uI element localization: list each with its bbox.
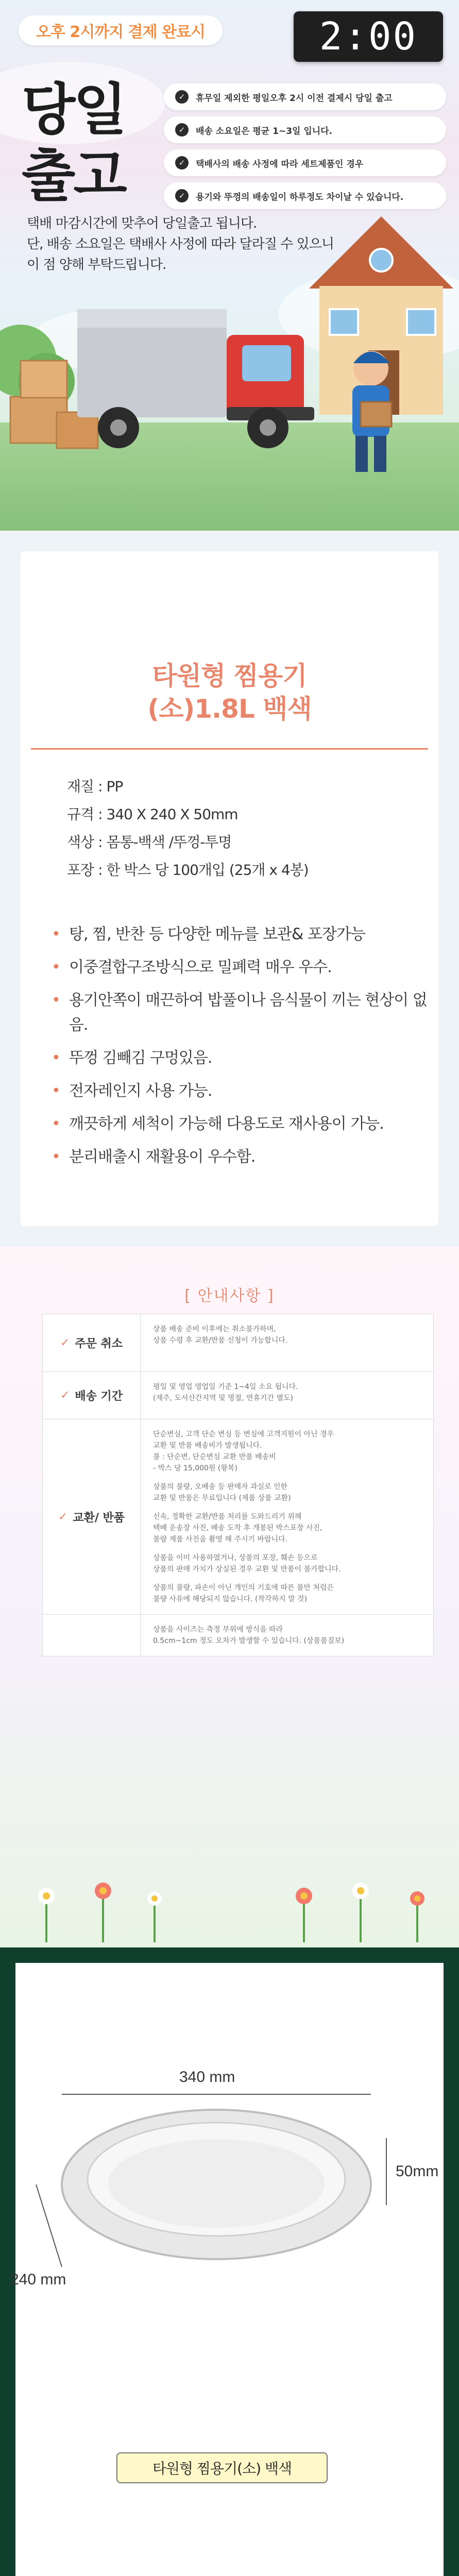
guide-body: 상품을 사이즈는 측정 부위에 방식을 따라 0.5cm~1cm 정도 오차가 발생할 수 있습니다. (상품품질보)	[153, 1625, 345, 1645]
bullet-dot-icon: •	[52, 1082, 60, 1100]
bullet-item: ✓ 용기와 뚜껑의 배송일이 하루정도 차이날 수 있습니다.	[164, 182, 446, 209]
hero-title-line1: 당일	[22, 78, 125, 142]
container-white-image	[15, 1963, 444, 2576]
bullet-dot-icon: •	[52, 1115, 60, 1133]
guide-head	[43, 1615, 141, 1656]
guide-table	[42, 1314, 434, 1656]
flower-icon	[296, 1888, 312, 1942]
title-divider	[31, 748, 428, 750]
bullet-item: ✓ 휴무일 제외한 평일오후 2시 이전 결제시 당일 출고	[164, 83, 446, 110]
spec-row-material: 재질 : PP	[67, 778, 123, 795]
truck-illustration	[77, 309, 314, 448]
bullet-dot-icon: •	[52, 991, 60, 1009]
flower-icon	[95, 1883, 111, 1942]
product-title: 타원형 찜용기 (소)1.8L 백색	[147, 661, 312, 724]
check-icon: ✓	[60, 1336, 70, 1349]
banner-text: 오후 2시까지 결제 완료시	[36, 23, 206, 41]
flower-icon	[147, 1891, 162, 1942]
feature-item: • 탕, 찜, 반찬 등 다양한 메뉴를 보관& 포장가능	[52, 922, 443, 947]
clock-time: 2:00	[319, 14, 418, 59]
feature-item: • 분리배출시 재활용이 우수함.	[52, 1145, 443, 1170]
check-icon: ✓	[175, 189, 189, 202]
guide-body: 상품 배송 준비 이후에는 취소불가하며, 상품 수령 후 교환/반품 신청이 가능합니다.	[153, 1325, 288, 1345]
bullet-dot-icon: •	[52, 1049, 60, 1067]
caption-box: 타원형 찜용기(소) 백색	[116, 2452, 328, 2483]
feature-item: • 이중결합구조방식으로 밀폐력 매우 우수.	[52, 955, 443, 980]
feature-item: • 용기안쪽이 매끈하여 밥풀이나 음식물이 끼는 현상이 없음.	[52, 988, 443, 1038]
bullet-item: ✓ 택배사의 배송 사정에 따라 세트제품인 경우	[164, 149, 446, 176]
guide-body: 단순변심, 고객 단순 변심 등 변심에 고객지원이 아닌 경우 교환 및 반품 배송비가 발생됩니다. 불 : 단순변, 단순변심 교환 반품 배송비 - 박스 당 15,000원 (왕복) 상품의 불량, 오배송 등 판매자 과실로 인한 교환 및 반품은 무료입니다 (제품 상품 교환) 신속, 정확한 교환/반품 처리를 도와드리기 위해 택배 운송장 사진, 배송 도착 후 개봉된 박스포장 사진, 불량 제품 사진을 촬영 해 주시기 바랍니다. 상품을 이미 사용하였거나, 상품의 포장, 훼손 등으로 상품의 판매 가치가 상실된 경우 교환 및 반품이 불가합니다. 상품의 불량, 파손이 아닌 개인의 기호에 따른 불만 처럼은 불량 사유에 해당되지 않습니다. (착각하지 말 것)	[153, 1430, 341, 1603]
courier-illustration	[352, 351, 392, 472]
bullet-dot-icon: •	[52, 958, 60, 976]
feature-item: • 뚜껑 김빼김 구멍있음.	[52, 1046, 443, 1071]
guide-head: ✓ 주문 취소	[43, 1314, 141, 1371]
product-specs	[67, 773, 417, 884]
guide-row-shipping	[43, 1372, 433, 1419]
flower-icon	[410, 1891, 424, 1942]
guide-title: [ 안내사항 ]	[184, 1287, 275, 1305]
spec-row-color: 색상 : 몸통-백색 /뚜껑-투명	[67, 834, 232, 851]
guide-row-cancel	[43, 1314, 433, 1372]
photo-frame	[10, 1963, 444, 2576]
bullet-item: ✓ 배송 소요일은 평균 1~3일 입니다.	[164, 116, 446, 143]
bullet-dot-icon: •	[52, 1148, 60, 1166]
flower-decoration	[0, 1865, 459, 1947]
check-icon: ✓	[175, 123, 189, 137]
house-illustration	[309, 216, 453, 415]
product-photo-white	[0, 1947, 459, 2576]
guide-row-size-note	[43, 1615, 433, 1656]
bullet-dot-icon: •	[52, 925, 60, 943]
flower-icon	[38, 1888, 55, 1942]
feature-item: • 전자레인지 사용 가능.	[52, 1079, 443, 1104]
spec-row-size: 규격 : 340 X 240 X 50mm	[67, 806, 238, 823]
delivery-illustration	[0, 0, 459, 531]
check-icon: ✓	[60, 1389, 70, 1402]
check-icon: ✓	[175, 156, 189, 170]
spec-row-packing: 포장 : 한 박스 당 100개입 (25개 x 4봉)	[67, 861, 309, 878]
product-features	[52, 922, 443, 1178]
hero-title-line2: 출고	[22, 144, 125, 208]
width-label: 340 mm	[179, 2069, 235, 2086]
check-icon: ✓	[175, 90, 189, 104]
guide-head: ✓ 배송 기간	[43, 1372, 141, 1419]
shipping-notice: 택배 마감시간에 맞추어 당일출고 됩니다. 단, 배송 소요일은 택배사 사정에 따라 달라질 수 있으니 이 점 양해 부탁드립니다.	[27, 216, 334, 273]
guide-row-return	[43, 1419, 433, 1615]
flower-icon	[352, 1883, 369, 1942]
height-label: 50mm	[396, 2163, 439, 2180]
hero-section	[0, 0, 459, 531]
guide-body: 평일 및 영업 영업일 기준 1~4일 소요 됩니다. (제주, 도서산간지역 및 명절, 연휴기간 별도)	[153, 1383, 298, 1402]
feature-item: • 깨끗하게 세척이 가능해 다용도로 재사용이 가능.	[52, 1112, 443, 1137]
guide-section	[0, 1247, 459, 1947]
guide-head: ✓ 교환/ 반품	[43, 1419, 141, 1614]
depth-dimension-line	[36, 2184, 62, 2267]
check-icon: ✓	[58, 1510, 68, 1523]
product-info-section	[0, 531, 459, 1247]
depth-label: 240 mm	[10, 2271, 66, 2288]
